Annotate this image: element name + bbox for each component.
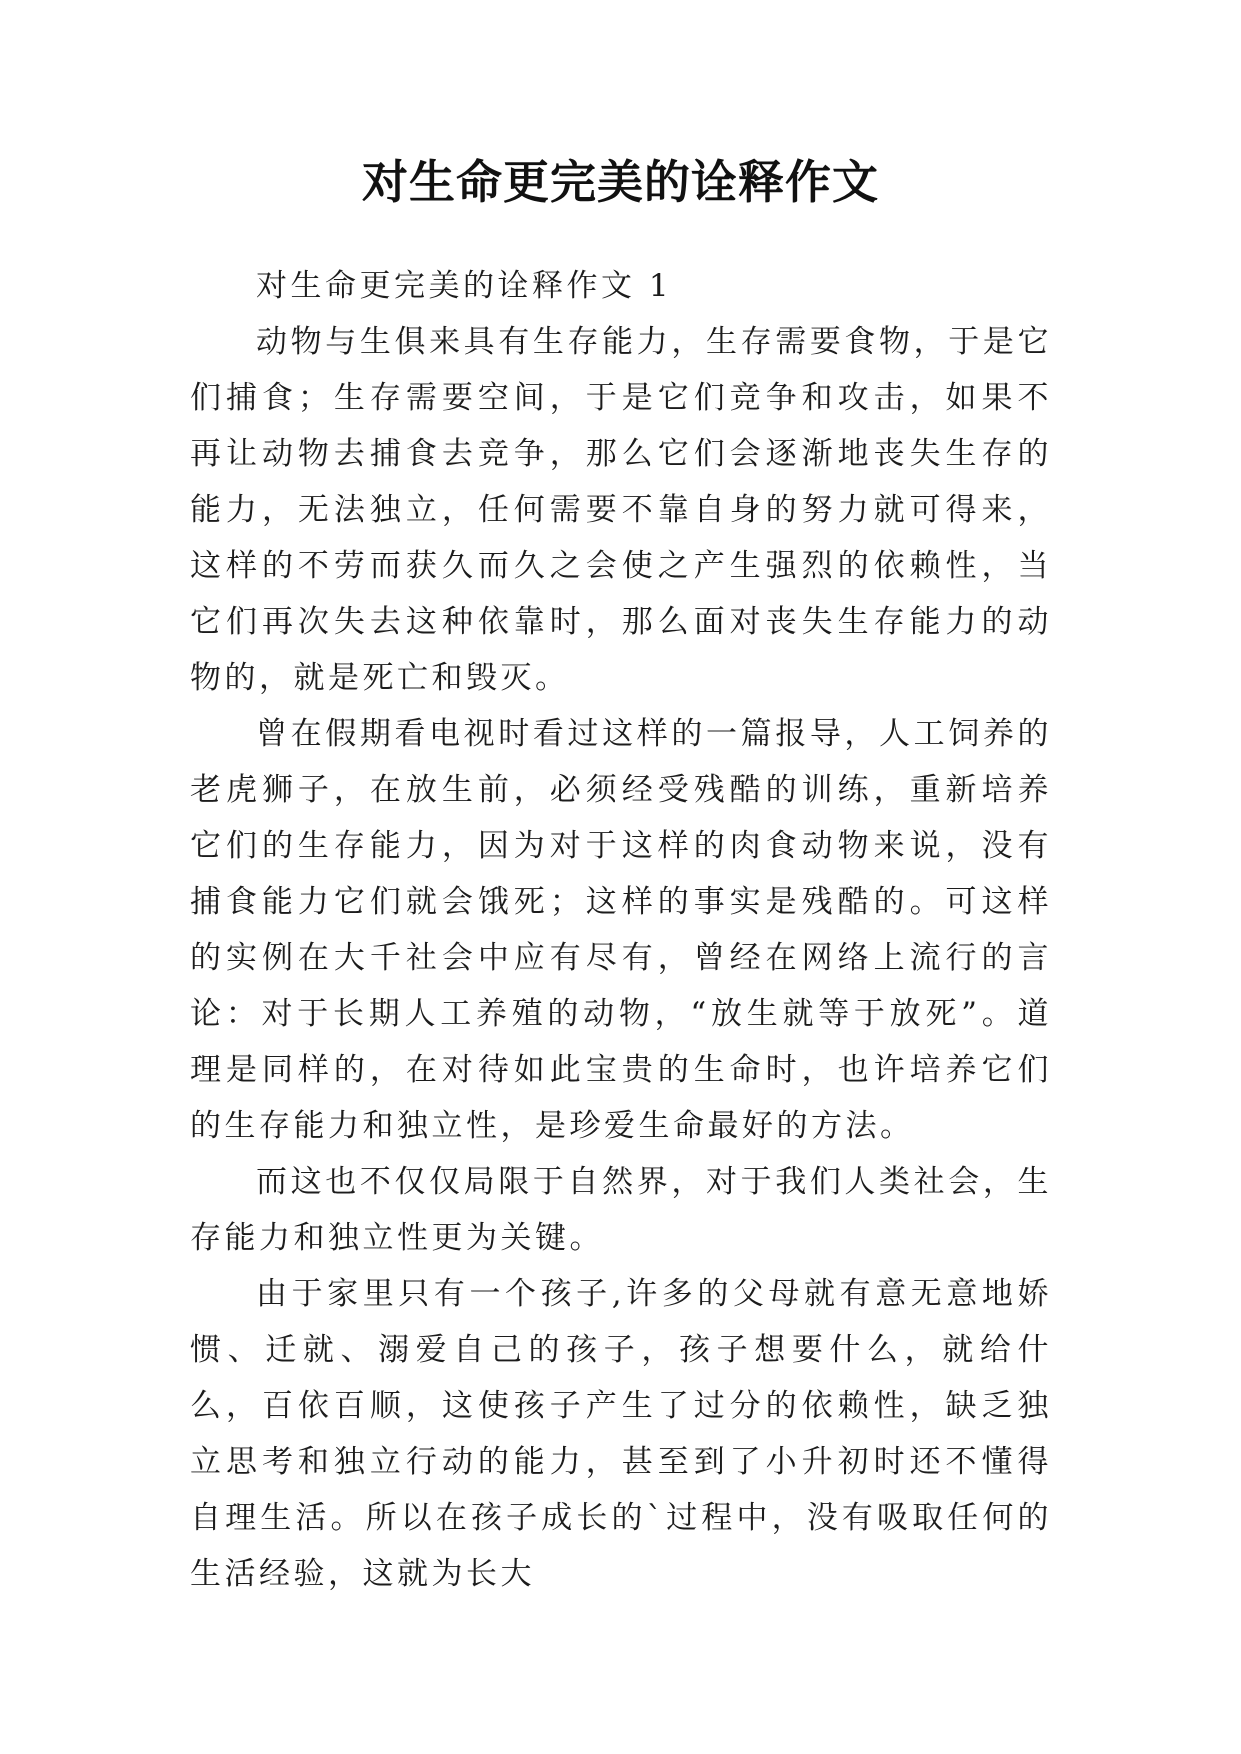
paragraph: 曾在假期看电视时看过这样的一篇报导，人工饲养的老虎狮子，在放生前，必须经受残酷的训练，重新培养它们的生存能力，因为对于这样的肉食动物来说，没有捕食能力它们就会饿死；这样的事实是残酷的。可这样的实例在大千社会中应有尽有，曾经在网络上流行的言论：对于长期人工养殖的动物，“放生就等于放死”。道理是同样的，在对待如此宝贵的生命时，也许培养它们的生存能力和独立性，是珍爱生命最好的方法。 [190,716,1052,1144]
paragraph: 由于家里只有一个孩子,许多的父母就有意无意地娇惯、迁就、溺爱自己的孩子，孩子想要什么，就给什么，百依百顺，这使孩子产生了过分的依赖性，缺乏独立思考和独立行动的能力，甚至到了小升初时还不懂得自理生活。所以在孩子成长的`过程中，没有吸取任何的生活经验，这就为长大 [190,1276,1052,1592]
document-title: 对生命更完美的诠释作文 [362,155,879,209]
essay-subtitle: 对生命更完美的诠释作文 1 [256,268,673,304]
paragraph: 动物与生俱来具有生存能力，生存需要食物，于是它们捕食；生存需要空间，于是它们竞争和攻击，如果不再让动物去捕食去竞争，那么它们会逐渐地丧失生存的能力，无法独立，任何需要不靠自身的努力就可得来，这样的不劳而获久而久之会使之产生强烈的依赖性，当它们再次失去这种依靠时，那么面对丧失生存能力的动物的，就是死亡和毁灭。 [190,324,1052,696]
paragraph: 而这也不仅仅局限于自然界，对于我们人类社会，生存能力和独立性更为关键。 [190,1164,1052,1256]
document-body [190,258,1052,1602]
